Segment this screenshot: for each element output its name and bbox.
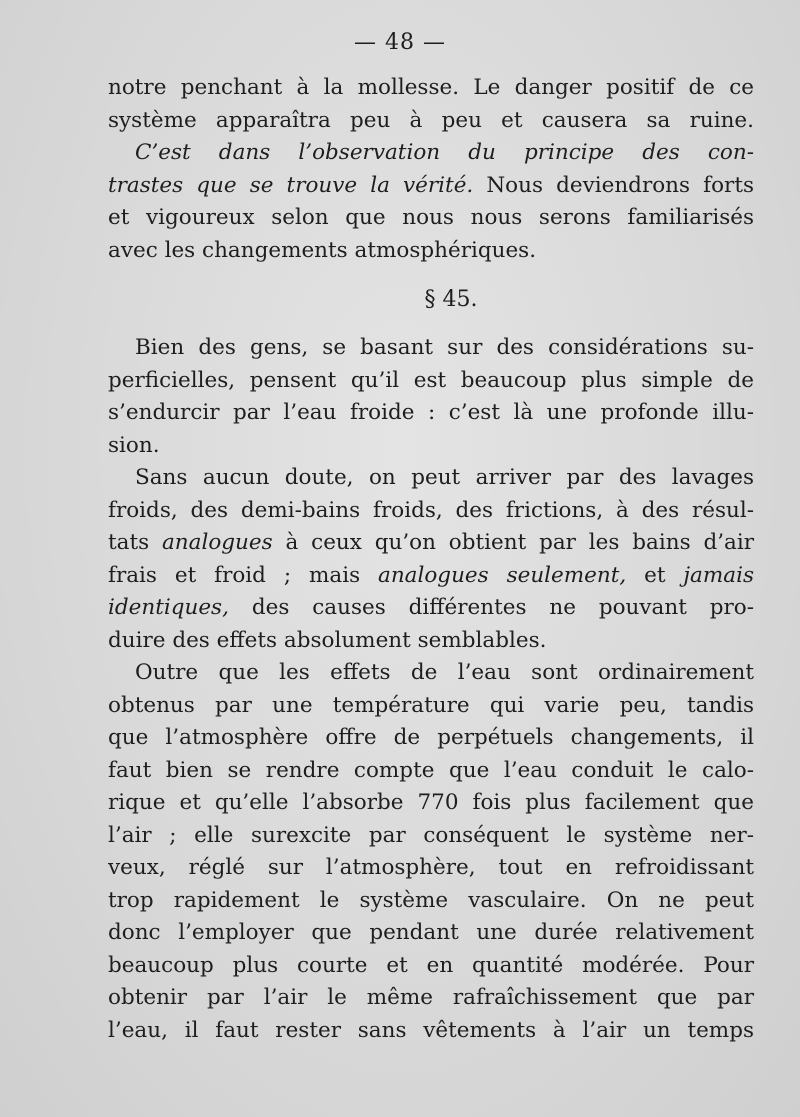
text-line: trop rapidement le système vasculaire. On ne peut <box>108 887 754 913</box>
italic-text: analogues seulement, <box>378 562 627 588</box>
text-run: des causes différentes ne pouvant pro- <box>228 595 754 620</box>
text-run: et <box>626 562 684 588</box>
text-line: beaucoup plus courte et en quantité modérée. Pour <box>108 952 754 978</box>
italic-text: trastes que se trouve la vérité. <box>108 172 474 198</box>
text-line: Outre que les effets de l’eau sont ordinairement <box>135 660 754 685</box>
italic-text: jamais <box>683 562 754 588</box>
italic-text: analogues <box>161 530 273 555</box>
text-line: froids, des demi-bains froids, des frictions, à des résul- <box>108 497 754 523</box>
text-line: s’endurcir par l’eau froide : c’est là une profonde illu- <box>108 400 754 425</box>
text-run: tats <box>108 530 162 555</box>
text-line: l’eau, il faut rester sans vêtements à l’air un temps <box>108 1017 754 1043</box>
text-run: Nous deviendrons forts <box>473 172 755 198</box>
text-line <box>108 170 754 203</box>
body-text <box>108 72 754 1047</box>
text-line <box>108 527 754 560</box>
text-line: Sans aucun doute, on peut arriver par des lavages <box>135 465 754 490</box>
section-heading: § 45. <box>424 287 478 312</box>
text-line <box>108 560 754 593</box>
text-line: perficielles, pensent qu’il est beaucoup plus simple de <box>108 367 754 393</box>
italic-text: C’est dans l’observation du principe des con- <box>135 140 754 165</box>
text-line: système apparaîtra peu à peu et causera sa ruine. <box>108 107 754 133</box>
page-number: — 48 — <box>354 30 446 55</box>
text-line: obtenir par l’air le même rafraîchissement que par <box>108 985 754 1010</box>
text-run: à ceux qu’on obtient par les bains d’air <box>272 530 755 555</box>
text-line: rique et qu’elle l’absorbe 770 fois plus facilement que <box>108 790 754 815</box>
text-run: frais et froid ; mais <box>108 562 378 588</box>
text-line: et vigoureux selon que nous nous serons familiarisés <box>108 205 754 230</box>
text-line: avec les changements atmosphériques. <box>108 237 537 263</box>
text-line: sion. <box>108 432 160 458</box>
text-line <box>108 137 754 170</box>
text-line: notre penchant à la mollesse. Le danger positif de ce <box>108 75 754 100</box>
text-line: obtenus par une température qui varie peu, tandis <box>108 692 754 718</box>
text-line: que l’atmosphère offre de perpétuels changements, il <box>108 725 754 750</box>
text-line: duire des effets absolument semblables. <box>108 627 547 653</box>
italic-text: identiques, <box>108 595 229 620</box>
text-line: Bien des gens, se basant sur des considérations su- <box>135 335 754 360</box>
text-line: faut bien se rendre compte que l’eau conduit le calo- <box>108 757 754 783</box>
text-line <box>108 592 754 625</box>
text-line: veux, réglé sur l’atmosphère, tout en refroidissant <box>108 855 754 880</box>
text-line: donc l’employer que pendant une durée relativement <box>108 920 754 945</box>
text-line: l’air ; elle surexcite par conséquent le système ner- <box>108 822 754 848</box>
